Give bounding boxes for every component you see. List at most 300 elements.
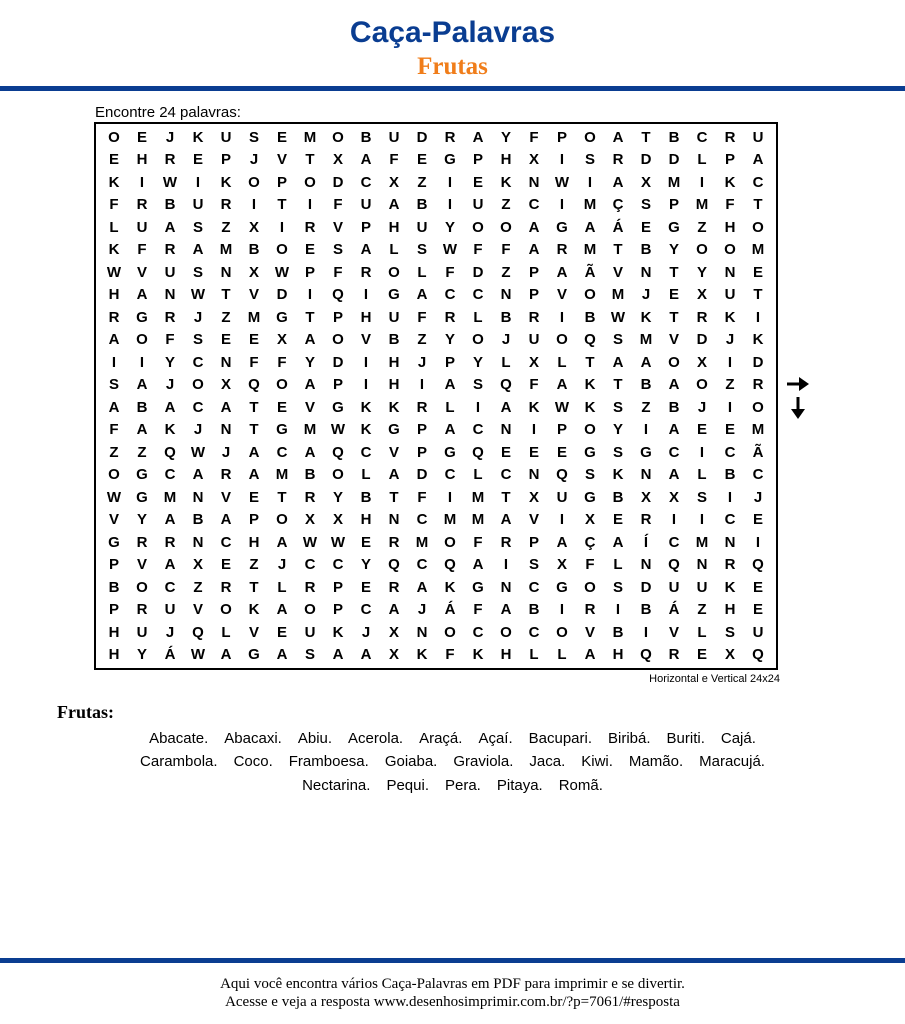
grid-letter[interactable]: H bbox=[388, 353, 400, 371]
grid-letter[interactable]: E bbox=[696, 421, 707, 439]
grid-letter[interactable]: F bbox=[277, 353, 287, 371]
grid-letter[interactable]: Z bbox=[417, 173, 427, 191]
grid-letter[interactable]: W bbox=[330, 533, 346, 551]
grid-letter[interactable]: I bbox=[727, 398, 733, 416]
grid-letter[interactable]: V bbox=[556, 286, 567, 304]
grid-letter[interactable]: D bbox=[640, 578, 652, 596]
grid-letter[interactable]: V bbox=[248, 623, 259, 641]
grid-letter[interactable]: A bbox=[164, 398, 176, 416]
grid-letter[interactable]: I bbox=[419, 376, 425, 394]
grid-letter[interactable]: S bbox=[724, 623, 735, 641]
grid-letter[interactable]: J bbox=[753, 488, 763, 506]
grid-letter[interactable]: W bbox=[554, 173, 570, 191]
grid-letter[interactable]: B bbox=[528, 601, 540, 619]
grid-letter[interactable]: C bbox=[276, 443, 288, 461]
grid-letter[interactable]: F bbox=[529, 128, 539, 146]
grid-letter[interactable]: R bbox=[388, 533, 400, 551]
grid-letter[interactable]: I bbox=[671, 511, 677, 529]
grid-letter[interactable]: U bbox=[556, 488, 568, 506]
grid-letter[interactable]: L bbox=[473, 466, 483, 484]
grid-letter[interactable]: O bbox=[500, 218, 512, 236]
grid-letter[interactable]: S bbox=[584, 151, 595, 169]
grid-letter[interactable]: I bbox=[559, 196, 565, 214]
grid-letter[interactable]: A bbox=[248, 466, 260, 484]
grid-letter[interactable]: P bbox=[556, 421, 567, 439]
grid-letter[interactable]: C bbox=[472, 286, 484, 304]
grid-letter[interactable]: I bbox=[111, 353, 117, 371]
grid-letter[interactable]: E bbox=[752, 511, 763, 529]
grid-letter[interactable]: Z bbox=[697, 218, 707, 236]
grid-letter[interactable]: E bbox=[752, 601, 763, 619]
grid-letter[interactable]: O bbox=[304, 601, 316, 619]
grid-letter[interactable]: M bbox=[275, 466, 289, 484]
grid-letter[interactable]: B bbox=[248, 241, 260, 259]
grid-letter[interactable]: P bbox=[528, 533, 539, 551]
grid-letter[interactable]: T bbox=[613, 376, 623, 394]
grid-letter[interactable]: I bbox=[447, 488, 453, 506]
grid-letter[interactable]: R bbox=[136, 533, 148, 551]
grid-letter[interactable]: O bbox=[136, 578, 148, 596]
grid-letter[interactable]: F bbox=[333, 263, 343, 281]
grid-letter[interactable]: K bbox=[108, 241, 120, 259]
grid-letter[interactable]: N bbox=[724, 263, 736, 281]
grid-letter[interactable]: N bbox=[500, 286, 512, 304]
grid-letter[interactable]: G bbox=[444, 151, 456, 169]
grid-letter[interactable]: L bbox=[697, 466, 707, 484]
grid-letter[interactable]: G bbox=[136, 488, 148, 506]
grid-letter[interactable]: O bbox=[556, 331, 568, 349]
grid-letter[interactable]: A bbox=[276, 533, 288, 551]
grid-letter[interactable]: I bbox=[559, 151, 565, 169]
grid-letter[interactable]: O bbox=[276, 241, 288, 259]
grid-letter[interactable]: I bbox=[643, 421, 649, 439]
grid-letter[interactable]: E bbox=[724, 421, 735, 439]
grid-letter[interactable]: E bbox=[472, 173, 483, 191]
grid-letter[interactable]: K bbox=[584, 398, 596, 416]
grid-letter[interactable]: N bbox=[640, 556, 652, 574]
grid-letter[interactable]: Y bbox=[668, 241, 679, 259]
grid-letter[interactable]: T bbox=[641, 128, 651, 146]
grid-letter[interactable]: H bbox=[388, 376, 400, 394]
grid-letter[interactable]: U bbox=[528, 331, 540, 349]
grid-letter[interactable]: Y bbox=[696, 263, 707, 281]
grid-letter[interactable]: X bbox=[388, 646, 399, 664]
grid-letter[interactable]: M bbox=[471, 488, 485, 506]
grid-letter[interactable]: E bbox=[220, 331, 231, 349]
grid-letter[interactable]: V bbox=[276, 151, 287, 169]
grid-letter[interactable]: Q bbox=[752, 646, 764, 664]
grid-letter[interactable]: I bbox=[307, 286, 313, 304]
grid-letter[interactable]: I bbox=[699, 511, 705, 529]
grid-letter[interactable]: V bbox=[192, 601, 203, 619]
grid-letter[interactable]: U bbox=[220, 128, 232, 146]
grid-letter[interactable]: K bbox=[164, 421, 176, 439]
grid-letter[interactable]: V bbox=[360, 331, 371, 349]
grid-letter[interactable]: S bbox=[612, 578, 623, 596]
grid-letter[interactable]: E bbox=[220, 556, 231, 574]
grid-letter[interactable]: Y bbox=[500, 128, 511, 146]
grid-letter[interactable]: W bbox=[554, 398, 570, 416]
grid-letter[interactable]: G bbox=[472, 578, 484, 596]
grid-letter[interactable]: L bbox=[613, 556, 623, 574]
grid-letter[interactable]: F bbox=[529, 376, 539, 394]
grid-letter[interactable]: T bbox=[613, 241, 623, 259]
grid-letter[interactable]: K bbox=[752, 331, 764, 349]
grid-letter[interactable]: I bbox=[503, 556, 509, 574]
grid-letter[interactable]: J bbox=[501, 331, 511, 349]
grid-letter[interactable]: D bbox=[276, 286, 288, 304]
grid-letter[interactable]: C bbox=[360, 173, 372, 191]
grid-letter[interactable]: S bbox=[640, 196, 651, 214]
grid-letter[interactable]: Z bbox=[641, 398, 651, 416]
grid-letter[interactable]: O bbox=[472, 218, 484, 236]
grid-letter[interactable]: J bbox=[193, 421, 203, 439]
grid-letter[interactable]: E bbox=[500, 443, 511, 461]
grid-letter[interactable]: U bbox=[304, 623, 316, 641]
grid-letter[interactable]: B bbox=[136, 398, 148, 416]
grid-letter[interactable]: T bbox=[249, 578, 259, 596]
grid-letter[interactable]: T bbox=[277, 488, 287, 506]
grid-letter[interactable]: G bbox=[556, 218, 568, 236]
grid-letter[interactable]: B bbox=[612, 623, 624, 641]
grid-letter[interactable]: I bbox=[755, 533, 761, 551]
grid-letter[interactable]: C bbox=[472, 421, 484, 439]
grid-letter[interactable]: A bbox=[416, 578, 428, 596]
grid-letter[interactable]: A bbox=[164, 511, 176, 529]
grid-letter[interactable]: D bbox=[752, 353, 764, 371]
grid-letter[interactable]: K bbox=[724, 578, 736, 596]
grid-letter[interactable]: J bbox=[221, 443, 231, 461]
grid-letter[interactable]: Q bbox=[332, 286, 344, 304]
grid-letter[interactable]: F bbox=[389, 151, 399, 169]
grid-letter[interactable]: E bbox=[248, 331, 259, 349]
grid-letter[interactable]: H bbox=[612, 646, 624, 664]
grid-letter[interactable]: P bbox=[724, 151, 735, 169]
grid-letter[interactable]: B bbox=[584, 308, 596, 326]
grid-letter[interactable]: L bbox=[277, 578, 287, 596]
grid-letter[interactable]: W bbox=[190, 443, 206, 461]
grid-letter[interactable]: L bbox=[361, 466, 371, 484]
grid-letter[interactable]: Y bbox=[136, 646, 147, 664]
grid-letter[interactable]: C bbox=[668, 533, 680, 551]
grid-letter[interactable]: P bbox=[556, 128, 567, 146]
grid-letter[interactable]: P bbox=[528, 286, 539, 304]
grid-letter[interactable]: N bbox=[528, 466, 540, 484]
grid-letter[interactable]: H bbox=[724, 601, 736, 619]
grid-letter[interactable]: L bbox=[557, 353, 567, 371]
grid-letter[interactable]: G bbox=[332, 398, 344, 416]
grid-letter[interactable]: C bbox=[528, 623, 540, 641]
grid-letter[interactable]: R bbox=[136, 196, 148, 214]
grid-letter[interactable]: R bbox=[668, 646, 680, 664]
grid-letter[interactable]: M bbox=[583, 196, 597, 214]
grid-letter[interactable]: M bbox=[639, 331, 653, 349]
grid-letter[interactable]: A bbox=[556, 376, 568, 394]
grid-letter[interactable]: P bbox=[276, 173, 287, 191]
grid-letter[interactable]: Z bbox=[109, 443, 119, 461]
grid-letter[interactable]: N bbox=[696, 556, 708, 574]
grid-letter[interactable]: T bbox=[753, 196, 763, 214]
grid-letter[interactable]: N bbox=[192, 488, 204, 506]
grid-letter[interactable]: I bbox=[587, 173, 593, 191]
grid-letter[interactable]: F bbox=[725, 196, 735, 214]
grid-letter[interactable]: U bbox=[164, 601, 176, 619]
grid-letter[interactable]: C bbox=[416, 556, 428, 574]
grid-letter[interactable]: O bbox=[500, 623, 512, 641]
grid-letter[interactable]: E bbox=[416, 151, 427, 169]
grid-letter[interactable]: Y bbox=[304, 353, 315, 371]
grid-letter[interactable]: A bbox=[752, 151, 764, 169]
grid-letter[interactable]: E bbox=[752, 578, 763, 596]
grid-letter[interactable]: D bbox=[472, 263, 484, 281]
grid-letter[interactable]: A bbox=[612, 173, 624, 191]
grid-letter[interactable]: W bbox=[442, 241, 458, 259]
grid-letter[interactable]: A bbox=[388, 196, 400, 214]
grid-letter[interactable]: R bbox=[164, 241, 176, 259]
grid-letter[interactable]: I bbox=[615, 601, 621, 619]
grid-letter[interactable]: J bbox=[417, 353, 427, 371]
grid-letter[interactable]: B bbox=[108, 578, 120, 596]
grid-letter[interactable]: N bbox=[192, 533, 204, 551]
grid-letter[interactable]: T bbox=[669, 308, 679, 326]
grid-letter[interactable]: C bbox=[220, 533, 232, 551]
grid-letter[interactable]: T bbox=[501, 488, 511, 506]
grid-letter[interactable]: M bbox=[667, 173, 681, 191]
grid-letter[interactable]: C bbox=[360, 443, 372, 461]
grid-letter[interactable]: O bbox=[668, 353, 680, 371]
grid-letter[interactable]: X bbox=[640, 488, 651, 506]
grid-letter[interactable]: M bbox=[611, 286, 625, 304]
grid-letter[interactable]: L bbox=[473, 308, 483, 326]
grid-letter[interactable]: D bbox=[332, 173, 344, 191]
grid-letter[interactable]: X bbox=[696, 353, 707, 371]
grid-letter[interactable]: O bbox=[752, 398, 764, 416]
grid-letter[interactable]: P bbox=[416, 443, 427, 461]
grid-letter[interactable]: W bbox=[302, 533, 318, 551]
grid-letter[interactable]: L bbox=[417, 263, 427, 281]
grid-letter[interactable]: F bbox=[137, 241, 147, 259]
grid-letter[interactable]: N bbox=[640, 466, 652, 484]
grid-letter[interactable]: U bbox=[164, 263, 176, 281]
grid-letter[interactable]: H bbox=[360, 511, 372, 529]
grid-letter[interactable]: Z bbox=[725, 376, 735, 394]
grid-letter[interactable]: K bbox=[360, 398, 372, 416]
grid-letter[interactable]: F bbox=[445, 263, 455, 281]
grid-letter[interactable]: P bbox=[108, 556, 119, 574]
grid-letter[interactable]: H bbox=[108, 623, 120, 641]
grid-letter[interactable]: D bbox=[416, 466, 428, 484]
grid-letter[interactable]: B bbox=[640, 241, 652, 259]
grid-letter[interactable]: K bbox=[332, 623, 344, 641]
grid-letter[interactable]: S bbox=[332, 241, 343, 259]
grid-letter[interactable]: U bbox=[136, 623, 148, 641]
grid-letter[interactable]: I bbox=[139, 353, 145, 371]
grid-letter[interactable]: A bbox=[472, 128, 484, 146]
grid-letter[interactable]: O bbox=[108, 128, 120, 146]
grid-letter[interactable]: A bbox=[360, 646, 372, 664]
grid-letter[interactable]: J bbox=[361, 623, 371, 641]
grid-letter[interactable]: G bbox=[136, 308, 148, 326]
grid-letter[interactable]: A bbox=[444, 421, 456, 439]
grid-letter[interactable]: B bbox=[612, 488, 624, 506]
grid-letter[interactable]: Q bbox=[752, 556, 764, 574]
grid-letter[interactable]: O bbox=[444, 623, 456, 641]
grid-letter[interactable]: I bbox=[559, 308, 565, 326]
grid-letter[interactable]: K bbox=[584, 376, 596, 394]
grid-letter[interactable]: F bbox=[501, 241, 511, 259]
grid-letter[interactable]: R bbox=[304, 578, 316, 596]
grid-letter[interactable]: U bbox=[696, 578, 708, 596]
grid-letter[interactable]: Á bbox=[444, 601, 456, 619]
grid-letter[interactable]: A bbox=[500, 511, 512, 529]
grid-letter[interactable]: M bbox=[303, 128, 317, 146]
grid-letter[interactable]: X bbox=[276, 331, 287, 349]
grid-letter[interactable]: X bbox=[528, 488, 539, 506]
grid-letter[interactable]: O bbox=[304, 173, 316, 191]
grid-letter[interactable]: J bbox=[165, 623, 175, 641]
grid-letter[interactable]: P bbox=[248, 511, 259, 529]
grid-letter[interactable]: Z bbox=[137, 443, 147, 461]
grid-letter[interactable]: M bbox=[751, 421, 765, 439]
grid-letter[interactable]: C bbox=[724, 443, 736, 461]
grid-letter[interactable]: H bbox=[108, 286, 120, 304]
grid-letter[interactable]: Á bbox=[668, 601, 680, 619]
grid-letter[interactable]: X bbox=[556, 556, 567, 574]
grid-letter[interactable]: Í bbox=[643, 533, 649, 551]
grid-letter[interactable]: K bbox=[388, 398, 400, 416]
grid-letter[interactable]: I bbox=[363, 353, 369, 371]
grid-letter[interactable]: J bbox=[165, 128, 175, 146]
grid-letter[interactable]: D bbox=[416, 128, 428, 146]
grid-letter[interactable]: W bbox=[106, 263, 122, 281]
grid-letter[interactable]: C bbox=[752, 173, 764, 191]
grid-letter[interactable]: L bbox=[697, 151, 707, 169]
grid-letter[interactable]: V bbox=[136, 556, 147, 574]
grid-letter[interactable]: A bbox=[220, 511, 232, 529]
grid-letter[interactable]: I bbox=[251, 196, 257, 214]
grid-letter[interactable]: T bbox=[277, 196, 287, 214]
grid-letter[interactable]: U bbox=[752, 623, 764, 641]
grid-letter[interactable]: R bbox=[612, 151, 624, 169]
grid-letter[interactable]: Ç bbox=[584, 533, 596, 551]
grid-letter[interactable]: Z bbox=[501, 196, 511, 214]
grid-letter[interactable]: L bbox=[109, 218, 119, 236]
grid-letter[interactable]: U bbox=[360, 196, 372, 214]
grid-letter[interactable]: X bbox=[528, 151, 539, 169]
grid-letter[interactable]: H bbox=[500, 151, 512, 169]
grid-letter[interactable]: Q bbox=[388, 556, 400, 574]
grid-letter[interactable]: O bbox=[276, 376, 288, 394]
grid-letter[interactable]: B bbox=[668, 398, 680, 416]
grid-letter[interactable]: Y bbox=[444, 331, 455, 349]
grid-letter[interactable]: X bbox=[724, 646, 735, 664]
grid-letter[interactable]: A bbox=[612, 533, 624, 551]
grid-letter[interactable]: I bbox=[531, 421, 537, 439]
grid-letter[interactable]: M bbox=[303, 421, 317, 439]
grid-letter[interactable]: O bbox=[724, 241, 736, 259]
grid-letter[interactable]: L bbox=[557, 646, 567, 664]
grid-letter[interactable]: H bbox=[388, 218, 400, 236]
grid-letter[interactable]: I bbox=[727, 488, 733, 506]
grid-letter[interactable]: N bbox=[164, 286, 176, 304]
grid-letter[interactable]: A bbox=[668, 466, 680, 484]
grid-letter[interactable]: U bbox=[724, 286, 736, 304]
grid-letter[interactable]: A bbox=[584, 218, 596, 236]
grid-letter[interactable]: K bbox=[360, 421, 372, 439]
grid-letter[interactable]: S bbox=[192, 218, 203, 236]
grid-letter[interactable]: R bbox=[724, 556, 736, 574]
grid-letter[interactable]: T bbox=[249, 398, 259, 416]
footer-link-text[interactable]: Acesse e veja a resposta www.desenhosimprimir.com.br/?p=7061/#resposta bbox=[225, 994, 680, 1010]
grid-letter[interactable]: B bbox=[360, 488, 372, 506]
grid-letter[interactable]: N bbox=[528, 173, 540, 191]
grid-letter[interactable]: K bbox=[472, 646, 484, 664]
grid-letter[interactable]: C bbox=[528, 196, 540, 214]
grid-letter[interactable]: B bbox=[192, 511, 204, 529]
grid-letter[interactable]: G bbox=[584, 488, 596, 506]
grid-letter[interactable]: R bbox=[640, 511, 652, 529]
grid-letter[interactable]: R bbox=[752, 376, 764, 394]
grid-letter[interactable]: G bbox=[276, 308, 288, 326]
grid-letter[interactable]: A bbox=[360, 241, 372, 259]
grid-letter[interactable]: C bbox=[332, 556, 344, 574]
grid-letter[interactable]: B bbox=[500, 308, 512, 326]
grid-letter[interactable]: G bbox=[276, 421, 288, 439]
grid-letter[interactable]: C bbox=[472, 623, 484, 641]
grid-letter[interactable]: L bbox=[389, 241, 399, 259]
grid-letter[interactable]: R bbox=[584, 601, 596, 619]
grid-letter[interactable]: Ã bbox=[584, 263, 596, 281]
grid-letter[interactable]: D bbox=[640, 151, 652, 169]
grid-letter[interactable]: R bbox=[136, 601, 148, 619]
grid-letter[interactable]: W bbox=[190, 646, 206, 664]
grid-letter[interactable]: E bbox=[136, 128, 147, 146]
grid-letter[interactable]: G bbox=[640, 443, 652, 461]
grid-letter[interactable]: E bbox=[612, 511, 623, 529]
grid-letter[interactable]: X bbox=[332, 511, 343, 529]
grid-letter[interactable]: K bbox=[108, 173, 120, 191]
grid-letter[interactable]: F bbox=[473, 601, 483, 619]
grid-letter[interactable]: L bbox=[445, 398, 455, 416]
grid-letter[interactable]: R bbox=[388, 578, 400, 596]
grid-letter[interactable]: E bbox=[360, 578, 371, 596]
grid-letter[interactable]: Z bbox=[501, 263, 511, 281]
grid-letter[interactable]: B bbox=[640, 376, 652, 394]
grid-letter[interactable]: B bbox=[640, 601, 652, 619]
grid-letter[interactable]: Ã bbox=[752, 443, 764, 461]
grid-letter[interactable]: Z bbox=[249, 556, 259, 574]
grid-letter[interactable]: Á bbox=[612, 218, 624, 236]
grid-letter[interactable]: E bbox=[528, 443, 539, 461]
grid-letter[interactable]: A bbox=[556, 533, 568, 551]
grid-letter[interactable]: S bbox=[584, 466, 595, 484]
grid-letter[interactable]: M bbox=[219, 241, 233, 259]
grid-letter[interactable]: Z bbox=[221, 308, 231, 326]
grid-letter[interactable]: R bbox=[444, 128, 456, 146]
grid-letter[interactable]: V bbox=[136, 263, 147, 281]
grid-letter[interactable]: K bbox=[640, 308, 652, 326]
grid-letter[interactable]: V bbox=[304, 398, 315, 416]
grid-letter[interactable]: O bbox=[332, 128, 344, 146]
grid-letter[interactable]: X bbox=[388, 173, 399, 191]
grid-letter[interactable]: I bbox=[447, 196, 453, 214]
grid-letter[interactable]: M bbox=[695, 533, 709, 551]
grid-letter[interactable]: A bbox=[248, 443, 260, 461]
grid-letter[interactable]: B bbox=[416, 196, 428, 214]
grid-letter[interactable]: V bbox=[528, 511, 539, 529]
grid-letter[interactable]: B bbox=[388, 331, 400, 349]
grid-letter[interactable]: R bbox=[164, 308, 176, 326]
